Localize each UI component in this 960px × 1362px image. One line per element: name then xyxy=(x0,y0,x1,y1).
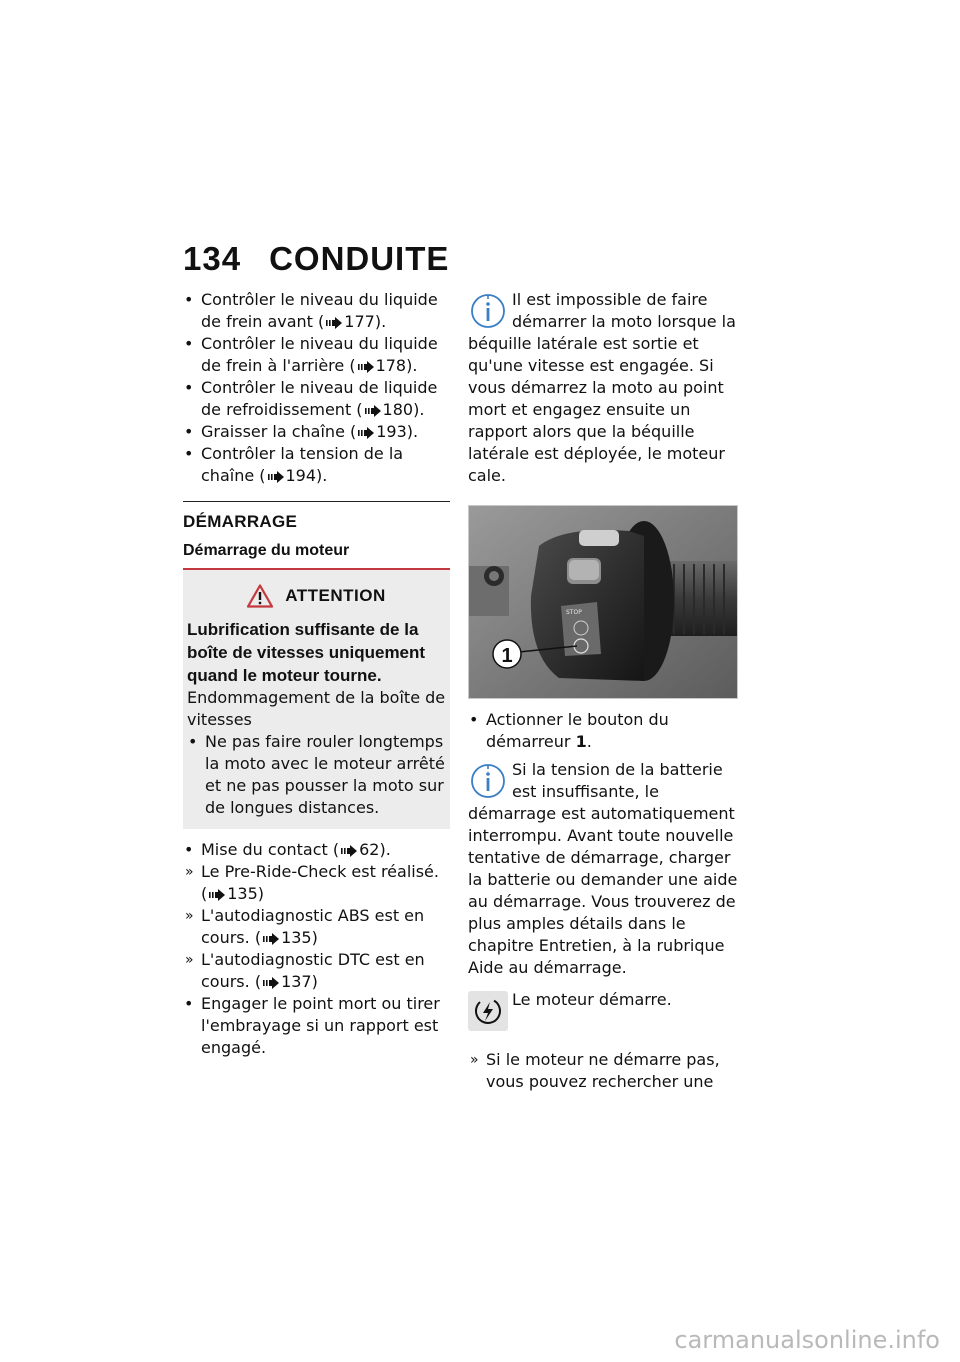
result-note xyxy=(468,989,738,1033)
list-item-tail: ). xyxy=(413,400,425,419)
attention-advice xyxy=(187,731,446,819)
list-item-text: Contrôler le niveau du liquide de frein avant ( xyxy=(201,290,438,331)
section-divider xyxy=(183,501,450,502)
attention-label: ATTENTION xyxy=(285,586,386,605)
page-ref[interactable]: 180 xyxy=(382,400,414,419)
list-item-tail: ). xyxy=(316,466,328,485)
chapter-title: CONDUITE xyxy=(269,240,450,277)
list-item-text: Graisser la chaîne ( xyxy=(201,422,357,441)
page-ref[interactable]: 177 xyxy=(344,312,375,331)
page-ref-arrow-icon xyxy=(358,361,374,373)
list-item-text: Mise du contact ( xyxy=(201,840,340,859)
attention-header xyxy=(187,584,446,608)
list-item-tail: ) xyxy=(311,972,318,991)
page-ref[interactable]: 193 xyxy=(376,422,407,441)
page-ref-arrow-icon xyxy=(341,845,357,857)
list-item xyxy=(183,949,450,993)
list-item-text: Contrôler la tension de la chaîne ( xyxy=(201,444,404,485)
list-item xyxy=(183,333,450,377)
list-item xyxy=(183,443,450,487)
page-number: 134 xyxy=(183,240,242,277)
info-note xyxy=(468,289,738,487)
action-step-text: Actionner le bouton du démarreur xyxy=(486,710,669,751)
checklist xyxy=(183,289,450,487)
attention-warning: Lubrification suffisante de la boîte de vitesses uniquement quand le moteur tourne. xyxy=(187,620,426,685)
page-ref[interactable]: 178 xyxy=(375,356,407,375)
list-item-tail: ). xyxy=(374,312,387,331)
attention-box xyxy=(183,570,450,829)
page-ref-arrow-icon xyxy=(358,427,374,439)
list-item xyxy=(183,289,450,333)
list-item-text: Si le moteur ne démarre pas, vous pouvez rechercher une xyxy=(486,1050,720,1091)
list-item-tail: ). xyxy=(406,356,418,375)
list-item xyxy=(183,905,450,949)
watermark: carmanualsonline.info xyxy=(674,1326,940,1354)
list-item xyxy=(183,839,450,861)
page-ref[interactable]: 135 xyxy=(227,884,258,903)
page-ref-arrow-icon xyxy=(209,889,225,901)
action-step-tail: . xyxy=(586,732,592,751)
list-item-tail: ) xyxy=(311,928,318,947)
list-item xyxy=(183,861,450,905)
list-item-text: Le Pre-Ride-Check est réalisé. ( xyxy=(201,862,439,903)
page-ref-arrow-icon xyxy=(263,977,279,989)
list-item xyxy=(183,993,450,1059)
attention-consequence: Endommagement de la boîte de vitesses xyxy=(187,688,446,729)
handlebar-switch-illustration xyxy=(469,506,737,698)
page-ref-arrow-icon xyxy=(326,317,342,329)
section-title: DÉMARRAGE xyxy=(183,512,298,531)
warning-triangle-icon xyxy=(247,584,273,608)
left-column xyxy=(183,289,450,1059)
list-item-tail: ). xyxy=(379,840,391,859)
page-ref-arrow-icon xyxy=(263,933,279,945)
engine-start-icon xyxy=(468,991,508,1031)
list-item-text: L'autodiagnostic ABS est en cours. ( xyxy=(201,906,425,947)
action-step xyxy=(468,709,738,753)
action-step-ref: 1 xyxy=(575,732,587,751)
list-item-text: Engager le point mort ou tirer l'embrayage si un rapport est engagé. xyxy=(201,994,440,1057)
page-ref[interactable]: 137 xyxy=(281,972,312,991)
list-item-tail: ) xyxy=(257,884,265,903)
result-note-text: Le moteur démarre. xyxy=(512,990,672,1009)
figure-callout-1: 1 xyxy=(501,645,513,667)
list-item xyxy=(468,1049,738,1093)
info-icon xyxy=(468,761,508,801)
list-item xyxy=(183,421,450,443)
page-header xyxy=(183,240,449,278)
info-note-battery xyxy=(468,759,738,979)
stop-label: STOP xyxy=(566,609,582,616)
list-item-text: Contrôler le niveau de liquide de refroidissement ( xyxy=(201,378,438,419)
starter-button-figure xyxy=(468,505,738,699)
page-ref-arrow-icon xyxy=(268,471,284,483)
info-icon xyxy=(468,291,508,331)
list-item-tail: ). xyxy=(406,422,419,441)
attention-advice-text: Ne pas faire rouler longtemps la moto avec le moteur arrêté et ne pas pousser la moto sur de longues distances. xyxy=(205,732,445,817)
page-ref-arrow-icon xyxy=(365,405,381,417)
page-ref[interactable]: 194 xyxy=(285,466,317,485)
list-item-text: L'autodiagnostic DTC est en cours. ( xyxy=(201,950,425,991)
steps-list xyxy=(183,839,450,1059)
page-ref[interactable]: 135 xyxy=(281,928,312,947)
list-item-text: Contrôler le niveau du liquide de frein à l'arrière ( xyxy=(201,334,438,375)
list-item xyxy=(183,377,450,421)
page-ref[interactable]: 62 xyxy=(359,840,380,859)
info-note-battery-text: Si la tension de la batterie est insuffisante, le démarrage est automatiquement interrompu. Avant toute nouvelle tentative de démarrage, charger la batterie ou demander une aide au démarrage. Vous trouverez de plus amples détails dans le chapitre Entretien, à la rubrique Aide au démarrage. xyxy=(468,760,738,977)
info-note-text: Il est impossible de faire démarrer la moto lorsque la béquille latérale est sortie et qu'une vitesse est engagée. Si vous démarrez la moto au point mort et engagez ensuite un rapport alors que la béquille latérale est déployée, le moteur cale. xyxy=(468,290,736,485)
right-column xyxy=(468,289,738,1093)
subsection-title: Démarrage du moteur xyxy=(183,542,350,559)
